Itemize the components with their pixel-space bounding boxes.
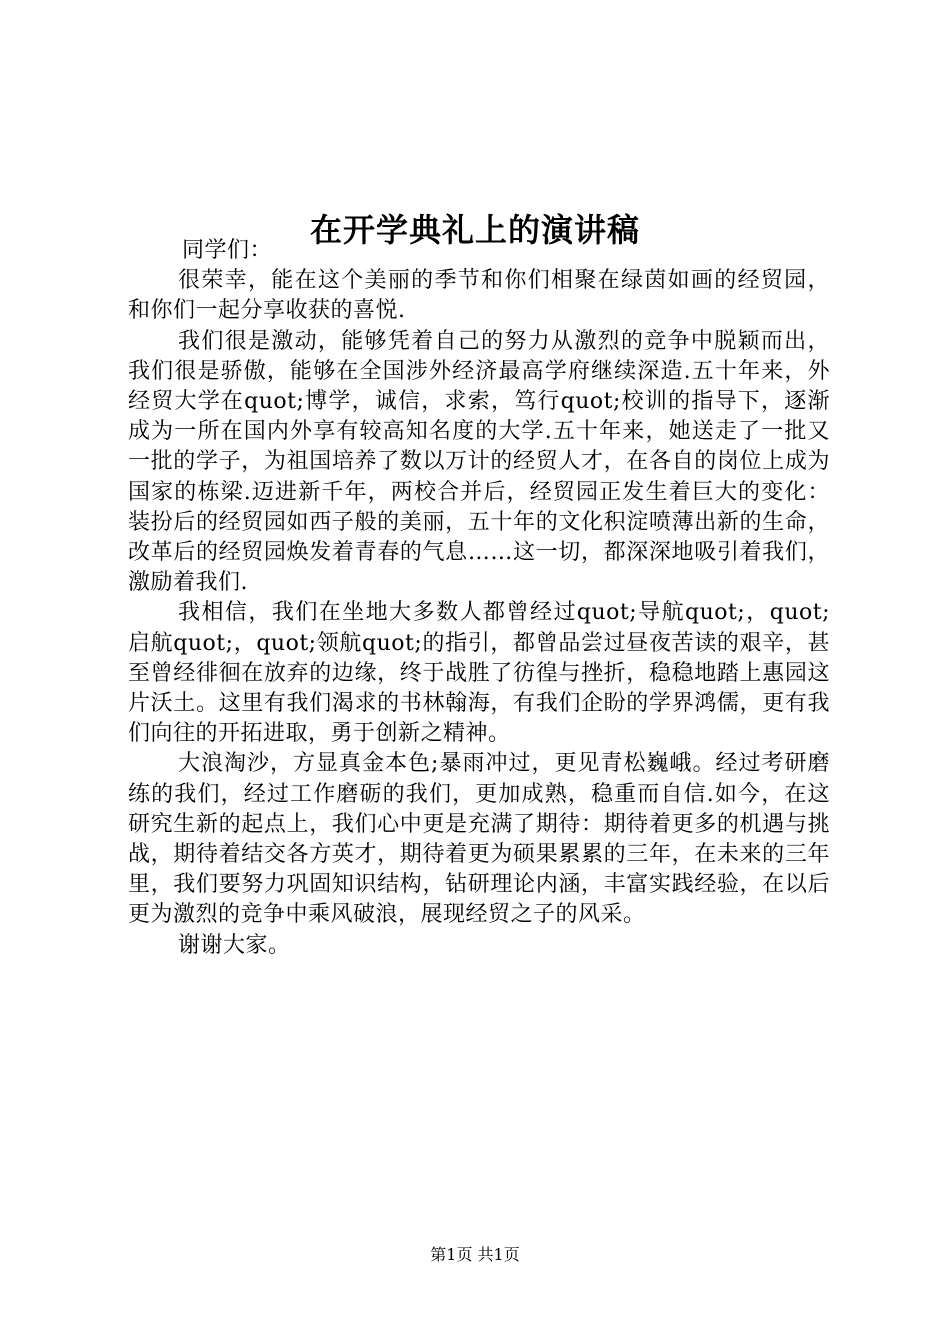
- document-title: 在开学典礼上的演讲稿: [309, 211, 640, 250]
- paragraph-1: 很荣幸，能在这个美丽的季节和你们相聚在绿茵如画的经贸园，和你们一起分享收获的喜悦.: [128, 268, 830, 324]
- paragraph-2: 我们很是激动，能够凭着自己的努力从激烈的竞争中脱颖而出，我们很是骄傲，能够在全国涉外经济最高学府继续深造.五十年来，外经贸大学在quot;博学，诚信，求索，笃行quot;校训的指导下，逐渐成为一所在国内外享有较高知名度的大学.五十年来，她送走了一批又一批的学子，为祖国培养了数以万计的经贸人才，在各自的岗位上成为国家的栋梁.迈进新千年，两校合并后，经贸园正发生着巨大的变化：装扮后的经贸园如西子般的美丽，五十年的文化积淀喷薄出新的生命，改革后的经贸园焕发着青春的气息……这一切，都深深地吸引着我们，激励着我们.: [128, 328, 830, 596]
- paragraph-3: 我相信，我们在坐地大多数人都曾经过quot;导航quot;，quot;启航quot;，quot;领航quot;的指引，都曾品尝过昼夜苦读的艰辛，甚至曾经徘徊在放弃的边缘，终于战胜了彷徨与挫折，稳稳地踏上惠园这片沃土。这里有我们渴求的书林翰海，有我们企盼的学界鸿儒，更有我们向往的开拓进取，勇于创新之精神。: [128, 600, 830, 747]
- page-footer: 第1页 共1页: [430, 1245, 520, 1264]
- greeting: 同学们：: [182, 238, 273, 263]
- paragraph-4: 大浪淘沙，方显真金本色;暴雨冲过，更见青松巍峨。经过考研磨练的我们，经过工作磨砺的我们，更加成熟，稳重而自信.如今，在这研究生新的起点上，我们心中更是充满了期待：期待着更多的机遇与挑战，期待着结交各方英才，期待着更为硕果累累的三年，在未来的三年里，我们要努力巩固知识结构，钻研理论内涵，丰富实践经验，在以后更为激烈的竞争中乘风破浪，展现经贸之子的风采。: [128, 751, 830, 928]
- document-body: [128, 236, 830, 961]
- closing-line: 谢谢大家。: [178, 932, 291, 958]
